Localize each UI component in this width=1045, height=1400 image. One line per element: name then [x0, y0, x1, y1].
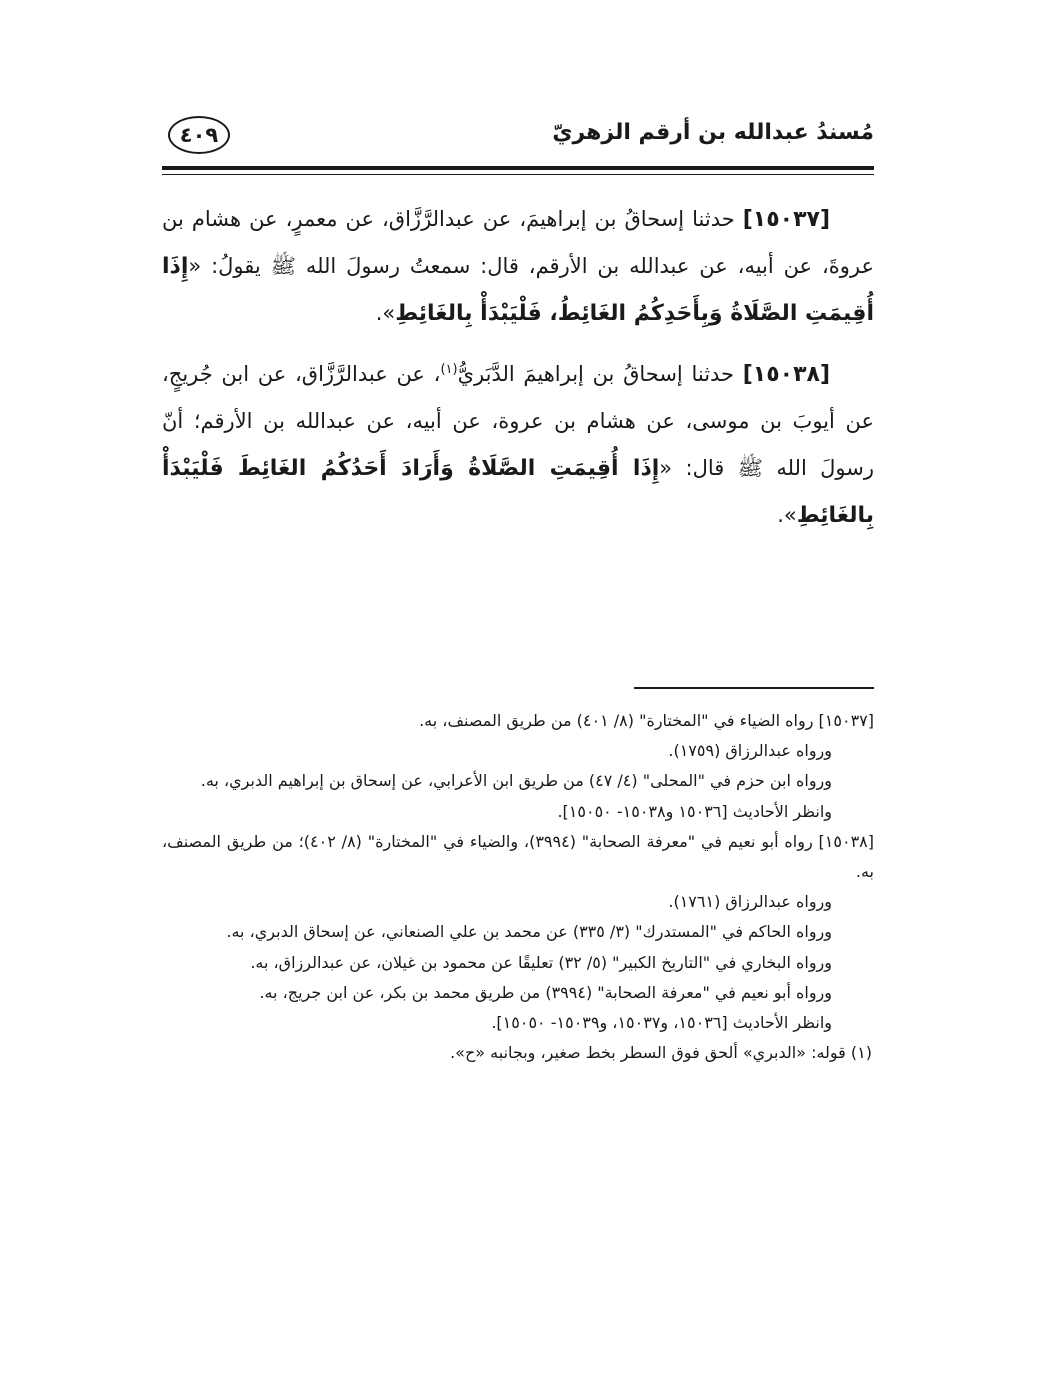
header-rule-thick — [162, 166, 874, 170]
running-title: مُسندُ عبدالله بن أرقم الزهريّ — [552, 120, 874, 145]
note-line: ورواه عبدالرزاق (١٧٦١). — [668, 892, 832, 912]
hadith-number: [١٥٠٣٧] — [742, 207, 830, 232]
note-line: وانظر الأحاديث [١٥٠٣٦ و١٥٠٣٨- ١٥٠٥٠]. — [557, 801, 832, 821]
main-text — [162, 196, 874, 553]
header-rule-thin — [162, 174, 874, 175]
footnote-marker: (١) — [440, 362, 458, 377]
note-line: ورواه الحاكم في "المستدرك" (٣/ ٣٣٥) عن محمد بن علي الصنعاني، عن إسحاق الدبري، به. — [226, 922, 832, 942]
hadith-close: ». — [375, 301, 396, 325]
page-number: ٤٠٩ — [168, 116, 230, 154]
hadith-matn: إِذَا أُقِيمَتِ الصَّلَاةُ وَبِأَحَدِكُمُ الغَائِطُ، فَلْيَبْدَأْ بِالغَائِطِ — [162, 254, 874, 326]
hadith-number: [١٥٠٣٨] — [742, 362, 830, 387]
hadith-isnad-cont: ، عن عبدالرَّزَّاق، عن ابن جُريجٍ، عن أيوبَ بن موسى، عن هشام بن عروة، عن أبيه، عن عبدالله بن الأرقم؛ أنّ رسولَ الله ﷺ قال: « — [162, 362, 874, 480]
hadith-15038 — [162, 351, 874, 539]
note-line: ورواه ابن حزم في "المحلى" (٤/ ٤٧) من طريق ابن الأعرابي، عن إسحاق بن إبراهيم الدبري، به. — [200, 771, 832, 791]
note-15037: [١٥٠٣٧] رواه الضياء في "المختارة" (٨/ ٤٠١) من طريق المصنف، به. — [419, 711, 874, 730]
hadith-15037 — [162, 196, 874, 337]
note-line: ورواه أبو نعيم في "معرفة الصحابة" (٣٩٩٤) من طريق محمد بن بكر، عن ابن جريج، به. — [259, 982, 832, 1002]
note-line: ورواه عبدالرزاق (١٧٥٩). — [668, 741, 832, 761]
hadith-matn: إِذَا أُقِيمَتِ الصَّلَاةُ وَأَرَادَ أَحَدُكُمُ الغَائِطَ فَلْيَبْدَأْ بِالغَائِطِ — [162, 456, 874, 528]
note-15038: [١٥٠٣٨] رواه أبو نعيم في "معرفة الصحابة" (٣٩٩٤)، والضياء في "المختارة" (٨/ ٤٠٢)؛ من طريق المصنف، به. — [162, 831, 875, 882]
hadith-isnad: حدثنا إسحاقُ بن إبراهيمَ الدَّبَريُّ — [457, 362, 743, 386]
hadith-isnad: حدثنا إسحاقُ بن إبراهيمَ، عن عبدالرَّزَّاق، عن معمرٍ، عن هشام بن عروةَ، عن أبيه، عن عبدالله بن الأرقم، قال: سمعتُ رسولَ الله ﷺ يقولُ: « — [162, 207, 874, 278]
footnote-separator — [634, 687, 874, 689]
note-line: وانظر الأحاديث [١٥٠٣٦، و١٥٠٣٧، و١٥٠٣٩- ١٥٠٥٠]. — [491, 1013, 832, 1033]
footnote-1: (١) قوله: «الدبري» ألحق فوق السطر بخط صغير، وبجانبه «ح». — [450, 1043, 872, 1063]
hadith-close: ». — [777, 503, 797, 527]
page-header — [162, 112, 874, 164]
note-line: ورواه البخاري في "التاريخ الكبير" (٥/ ٣٢) تعليقًا عن محمود بن غيلان، عن عبدالرزاق، به. — [250, 952, 832, 972]
footnotes — [162, 706, 874, 1068]
